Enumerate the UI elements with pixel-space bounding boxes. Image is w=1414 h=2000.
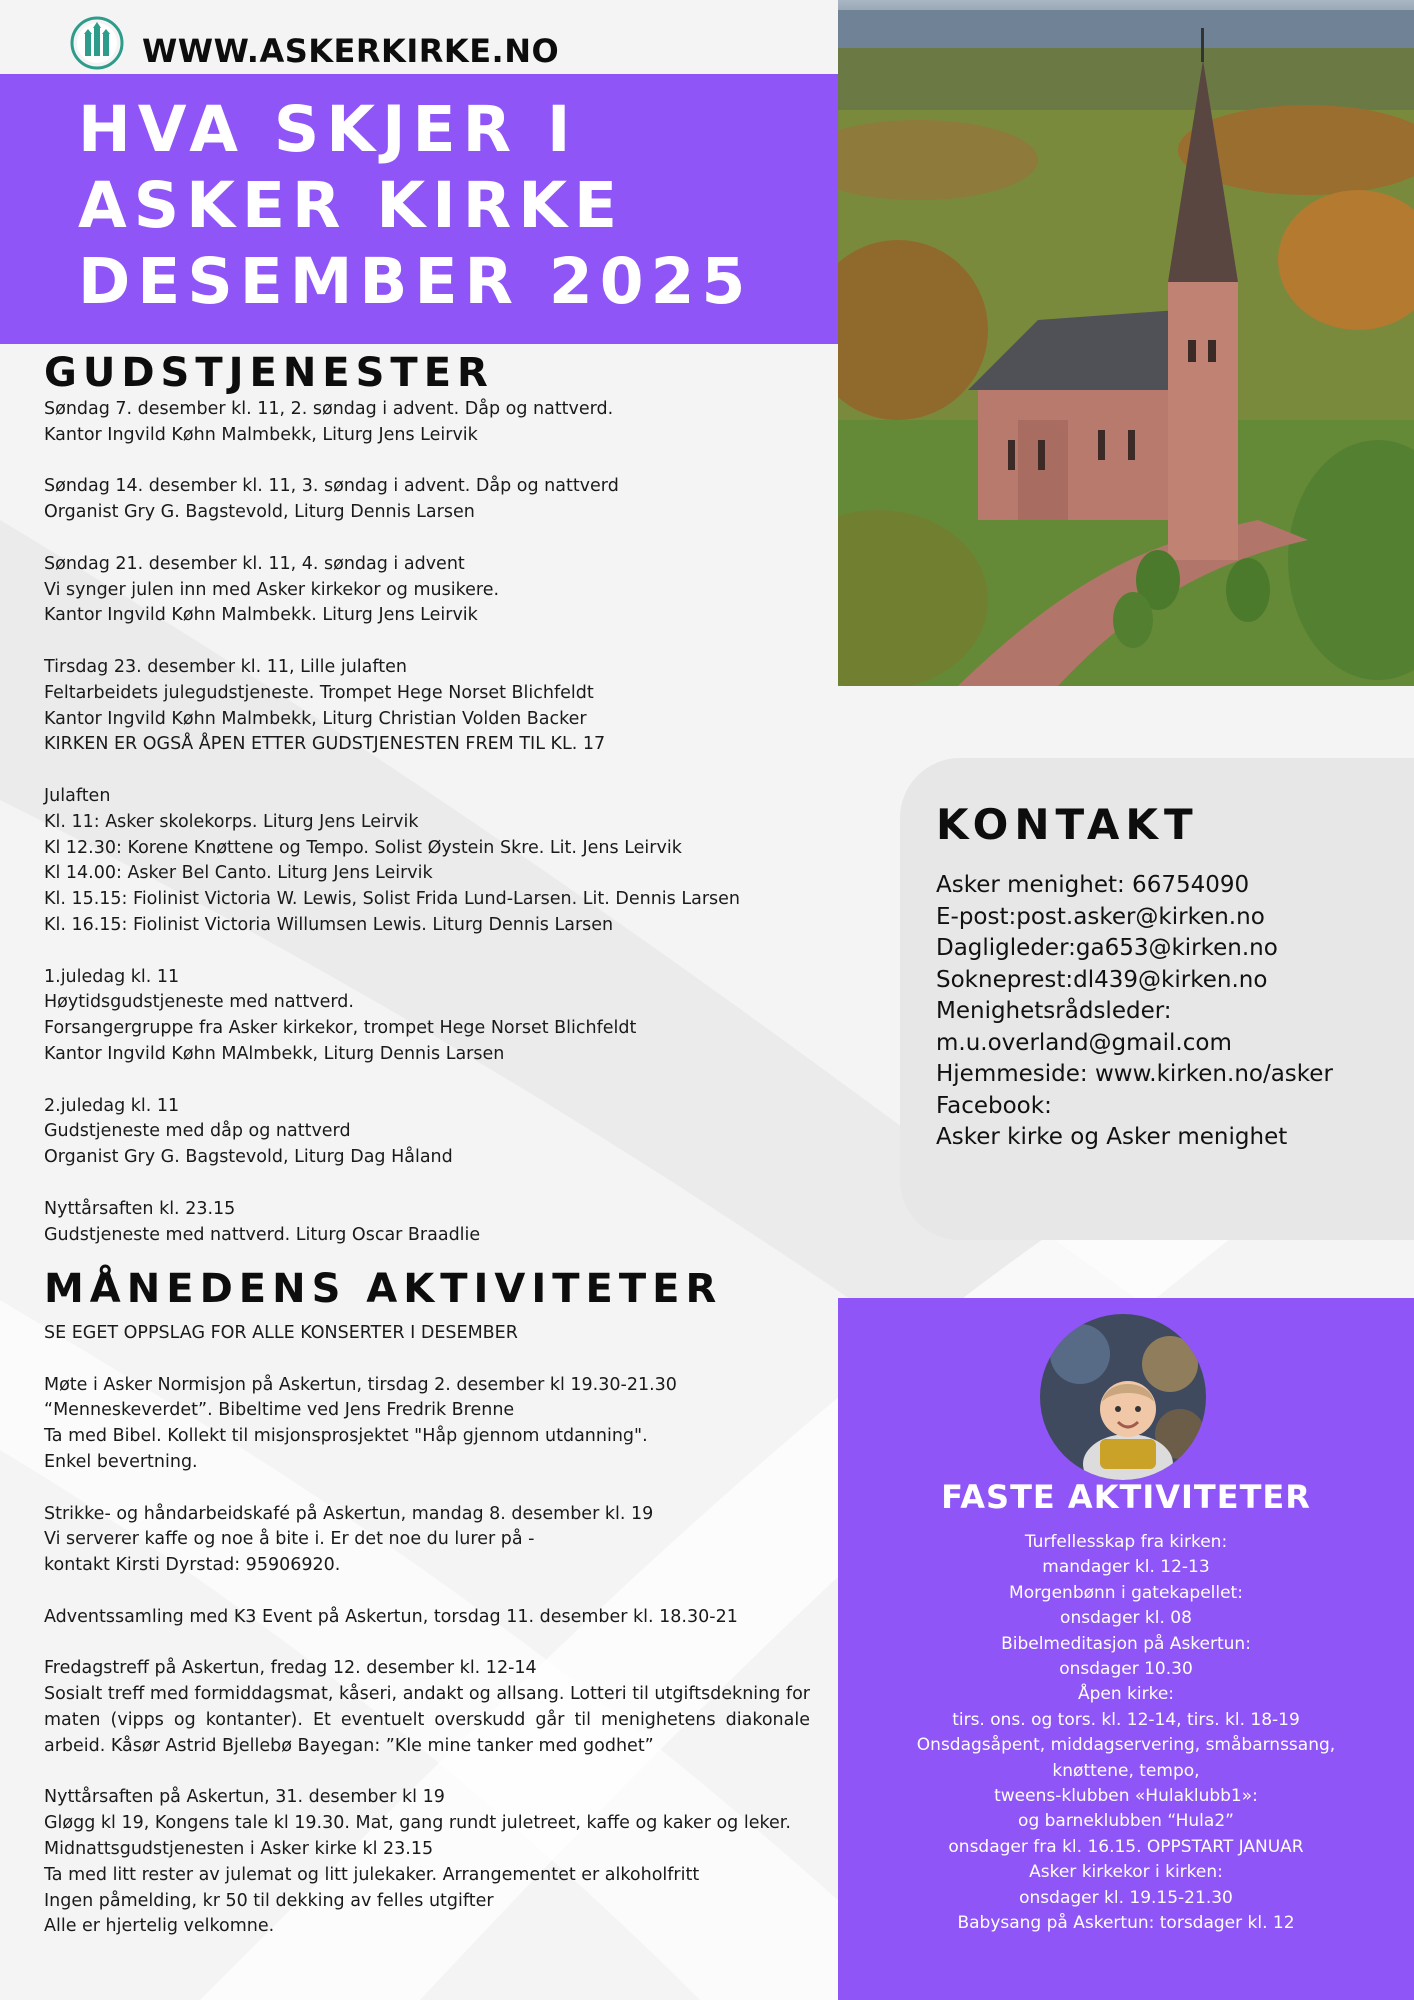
faste-line: Babysang på Askertun: torsdager kl. 12	[957, 1913, 1295, 1934]
faste-line: knøttene, tempo,	[1052, 1760, 1200, 1781]
text-line: 2.juledag kl. 11	[44, 1095, 180, 1116]
contact-line: Sokneprest:dl439@kirken.no	[936, 966, 1268, 993]
contact-line: Asker menighet: 66754090	[936, 872, 1250, 898]
faste-line: tirs. ons. og tors. kl. 12-14, tirs. kl. 18-19	[952, 1709, 1300, 1730]
text-line: Forsangergruppe fra Asker kirkekor, trompet Hege Norset Blichfeldt	[44, 1018, 637, 1039]
faste-line: Morgenbønn i gatekapellet:	[1009, 1582, 1243, 1603]
kontakt-list	[936, 870, 1333, 1154]
text-line: Kantor Ingvild Køhn Malmbekk. Liturg Jens Leirvik	[44, 605, 478, 626]
faste-line: mandager kl. 12-13	[1042, 1557, 1210, 1578]
page-title: HVA SKJER I ASKER KIRKE DESEMBER 2025	[78, 93, 753, 318]
text-paragraph	[44, 397, 824, 449]
text-line: Søndag 14. desember kl. 11, 3. søndag i advent. Dåp og nattverd	[44, 476, 619, 497]
text-line: Tirsdag 23. desember kl. 11, Lille julaften	[44, 656, 407, 677]
faste-heading: FASTE AKTIVITETER	[941, 1478, 1311, 1516]
faste-line: onsdager kl. 08	[1060, 1608, 1192, 1629]
text-line: KIRKEN ER OGSÅ ÅPEN ETTER GUDSTJENESTEN FREM TIL KL. 17	[44, 734, 606, 755]
contact-line: Hjemmeside: www.kirken.no/asker	[936, 1061, 1333, 1087]
text-paragraph	[44, 655, 824, 758]
text-paragraph	[44, 552, 824, 629]
text-line: Gudstjeneste med nattverd. Liturg Oscar Braadlie	[44, 1224, 481, 1245]
text-line: Søndag 21. desember kl. 11, 4. søndag i advent	[44, 553, 465, 574]
text-paragraph	[44, 1373, 810, 1476]
text-paragraph	[44, 1502, 810, 1579]
text-line: Kantor Ingvild Køhn MAlmbekk, Liturg Dennis Larsen	[44, 1043, 505, 1064]
text-line: Kl. 15.15: Fiolinist Victoria W. Lewis, Solist Frida Lund-Larsen. Lit. Dennis Larsen	[44, 889, 740, 910]
contact-line: m.u.overland@gmail.com	[936, 1029, 1232, 1056]
faste-line: onsdager 10.30	[1059, 1659, 1193, 1680]
text-line: Kantor Ingvild Køhn Malmbekk, Liturg Jens Leirvik	[44, 424, 478, 445]
text-line: “Menneskeverdet”. Bibeltime ved Jens Fredrik Brenne	[44, 1400, 515, 1421]
text-paragraph	[44, 1605, 810, 1631]
text-line: Kl 14.00: Asker Bel Canto. Liturg Jens Leirvik	[44, 863, 433, 884]
faste-list	[838, 1530, 1414, 1937]
text-line: Strikke- og håndarbeidskafé på Askertun, mandag 8. desember kl. 19	[44, 1503, 654, 1524]
text-line: Møte i Asker Normisjon på Askertun, tirsdag 2. desember kl 19.30-21.30	[44, 1374, 677, 1395]
aktiviteter-list	[44, 1321, 810, 1966]
text-line: Sosialt treff med formiddagsmat, kåseri, andakt og allsang. Lotteri til utgiftsdekning for maten (vipps og kontanter). Et eventuelt overskudd går til menighetens diakonale arbeid. Kåsør Astrid Bjellebø Bayegan: ”Kle mine tanker med godhet”	[44, 1684, 810, 1756]
site-url[interactable]: WWW.ASKERKIRKE.NO	[142, 32, 560, 70]
faste-line: Turfellesskap fra kirken:	[1024, 1532, 1228, 1552]
gudstjenester-heading: GUDSTJENESTER	[44, 350, 494, 396]
text-line: Kantor Ingvild Køhn Malmbekk, Liturg Christian Volden Backer	[44, 708, 587, 729]
text-paragraph	[44, 1197, 824, 1249]
text-paragraph	[44, 474, 824, 526]
text-paragraph	[44, 1785, 810, 1940]
text-line: Kl. 16.15: Fiolinist Victoria Willumsen Lewis. Liturg Dennis Larsen	[44, 914, 614, 935]
faste-line: og barneklubben “Hula2”	[1018, 1811, 1234, 1832]
text-paragraph	[44, 1094, 824, 1171]
text-line: Fredagstreff på Askertun, fredag 12. desember kl. 12-14	[44, 1658, 537, 1679]
text-line: Søndag 7. desember kl. 11, 2. søndag i advent. Dåp og nattverd.	[44, 399, 614, 419]
text-line: Kl 12.30: Korene Knøttene og Tempo. Solist Øystein Skre. Lit. Jens Leirvik	[44, 837, 682, 858]
text-line: Midnattsgudstjenesten i Asker kirke kl 23.15	[44, 1838, 434, 1859]
text-line: Gløgg kl 19, Kongens tale kl 19.30. Mat, gang rundt juletreet, kaffe og kaker og leker.	[44, 1813, 791, 1834]
text-paragraph	[44, 784, 824, 939]
text-line: Vi serverer kaffe og noe å bite i. Er det noe du lurer på -	[44, 1529, 535, 1550]
text-line: Vi synger julen inn med Asker kirkekor og musikere.	[44, 579, 500, 600]
contact-line: Menighetsrådsleder:	[936, 998, 1172, 1024]
contact-line: Facebook:	[936, 1092, 1052, 1119]
text-line: Gudstjeneste med dåp og nattverd	[44, 1121, 351, 1142]
text-line: kontakt Kirsti Dyrstad: 95906920.	[44, 1555, 341, 1576]
text-paragraph	[44, 1321, 810, 1347]
church-photo	[838, 0, 1414, 686]
text-line: Feltarbeidets julegudstjeneste. Trompet Hege Norset Blichfeldt	[44, 682, 594, 703]
text-line: Nyttårsaften kl. 23.15	[44, 1198, 236, 1219]
text-line: Adventssamling med K3 Event på Askertun, torsdag 11. desember kl. 18.30-21	[44, 1606, 738, 1627]
contact-line: E-post:post.asker@kirken.no	[936, 903, 1265, 930]
contact-line: Dagligleder:ga653@kirken.no	[936, 935, 1278, 961]
faste-line: onsdager fra kl. 16.15. OPPSTART JANUAR	[948, 1836, 1304, 1857]
text-line: Nyttårsaften på Askertun, 31. desember kl 19	[44, 1787, 445, 1808]
text-line: Organist Gry G. Bagstevold, Liturg Dennis Larsen	[44, 502, 475, 523]
kontakt-heading: KONTAKT	[936, 800, 1199, 849]
text-line: Organist Gry G. Bagstevold, Liturg Dag Håland	[44, 1147, 453, 1168]
text-paragraph	[44, 965, 824, 1068]
text-line: SE EGET OPPSLAG FOR ALLE KONSERTER I DESEMBER	[44, 1323, 518, 1343]
text-paragraph	[44, 1656, 810, 1759]
church-logo-icon	[70, 16, 124, 70]
faste-line: Åpen kirke:	[1077, 1684, 1175, 1705]
faste-line: tweens-klubben «Hulaklubb1»:	[994, 1786, 1258, 1807]
aktiviteter-heading: MÅNEDENS AKTIVITETER	[44, 1266, 723, 1312]
text-line: Alle er hjertelig velkomne.	[44, 1916, 275, 1937]
text-line: Kl. 11: Asker skolekorps. Liturg Jens Leirvik	[44, 811, 419, 832]
faste-line: onsdager kl. 19.15-21.30	[1019, 1887, 1233, 1908]
faste-line: Asker kirkekor i kirken:	[1029, 1862, 1223, 1883]
faste-line: Bibelmeditasjon på Askertun:	[1001, 1633, 1251, 1654]
text-line: Julaften	[44, 785, 111, 806]
text-line: 1.juledag kl. 11	[44, 966, 180, 987]
text-line: Ta med Bibel. Kollekt til misjonsprosjektet "Håp gjennom utdanning".	[44, 1426, 648, 1447]
contact-line: Asker kirke og Asker menighet	[936, 1124, 1288, 1150]
text-line: Ingen påmelding, kr 50 til dekking av felles utgifter	[44, 1890, 494, 1911]
text-line: Ta med litt rester av julemat og litt julekaker. Arrangementet er alkoholfritt	[44, 1864, 700, 1885]
baby-photo	[1040, 1314, 1206, 1480]
gudstjenester-list	[44, 397, 824, 1274]
text-line: Høytidsgudstjeneste med nattverd.	[44, 992, 354, 1013]
faste-line: Onsdagsåpent, middagservering, småbarnssang,	[916, 1735, 1336, 1756]
text-line: Enkel bevertning.	[44, 1451, 198, 1472]
